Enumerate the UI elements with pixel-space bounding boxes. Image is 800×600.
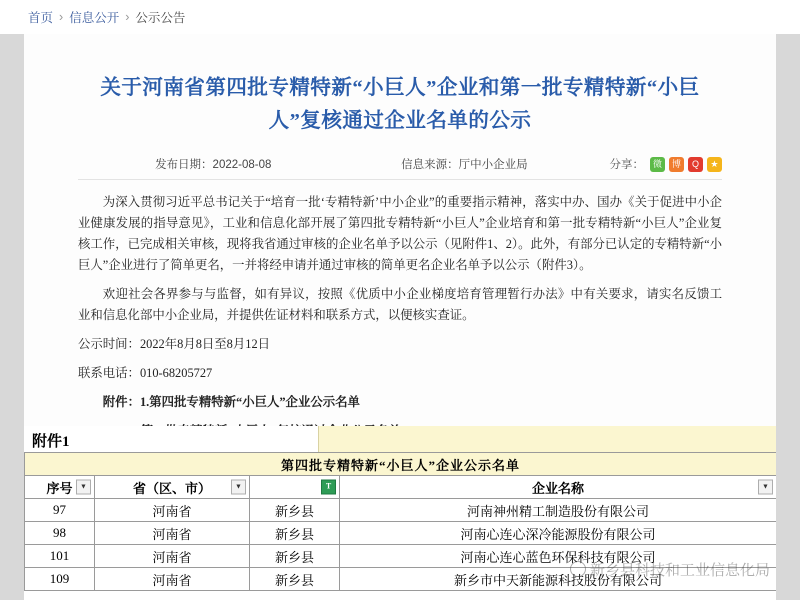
cell-index: 98 — [25, 522, 95, 545]
chevron-down-icon[interactable]: ▼ — [758, 480, 773, 495]
cell-province: 河南省 — [95, 568, 250, 591]
share-group — [580, 156, 722, 172]
table-row[interactable] — [25, 522, 777, 545]
breadcrumb-item-announcement[interactable]: 公示公告 — [135, 11, 186, 25]
column-header-province-label: 省（区、市） — [132, 480, 211, 496]
cell-company-name: 河南神州精工制造股份有限公司 — [340, 499, 777, 522]
table-row[interactable] — [25, 499, 777, 522]
breadcrumb-separator-icon: › — [125, 10, 130, 24]
notice-time: 公示时间：2022年8月8日至8月12日 — [78, 337, 271, 351]
breadcrumb-separator-icon: › — [59, 10, 64, 24]
publish-date: 发布日期：2022-08-08 — [155, 159, 272, 171]
contact-phone: 联系电话：010-68205727 — [78, 366, 213, 380]
wechat-icon[interactable]: 微 — [650, 157, 665, 172]
cell-county: 新乡县 — [250, 499, 340, 522]
attachment-spreadsheet — [24, 426, 776, 600]
cell-company-name: 河南心连心蓝色环保科技有限公司 — [340, 545, 777, 568]
cell-county: 新乡县 — [250, 522, 340, 545]
cell-county: 新乡县 — [250, 568, 340, 591]
cell-province: 河南省 — [95, 499, 250, 522]
share-label: 分享： — [609, 159, 644, 171]
cell-company-name: 新乡市中天新能源科技股份有限公司 — [340, 568, 777, 591]
chevron-down-icon[interactable]: ▼ — [76, 480, 91, 495]
breadcrumb-item-home[interactable]: 首页 — [28, 11, 54, 25]
article-meta — [78, 156, 722, 180]
cell-company-name: 河南心连心深冷能源股份有限公司 — [340, 522, 777, 545]
table-banner: 第四批专精特新“小巨人”企业公示名单 — [25, 453, 777, 476]
information-source: 信息来源：厅中小企业局 — [401, 159, 528, 171]
cell-index: 109 — [25, 568, 95, 591]
cell-province: 河南省 — [95, 522, 250, 545]
column-header-index — [25, 476, 95, 499]
filter-active-icon[interactable]: T — [321, 480, 336, 495]
article-paragraph-2: 欢迎社会各界参与与监督，如有异议，按照《优质中小企业梯度培育管理暂行办法》中有关要求，请实名反馈工业和信息化部中小企业局，并提供佐证材料和联系方式，以便核实查证。 — [78, 287, 722, 322]
breadcrumb — [0, 0, 800, 34]
attachment-label: 附件1 — [32, 434, 70, 450]
watermark-text: 新乡县科技和工业信息化局 — [589, 563, 770, 579]
star-icon[interactable]: ★ — [707, 157, 722, 172]
column-header-company — [340, 476, 777, 499]
column-header-index-label: 序号 — [46, 480, 73, 496]
cell-index: 101 — [25, 545, 95, 568]
cell-index: 97 — [25, 499, 95, 522]
cell-county: 新乡县 — [250, 545, 340, 568]
cell-province: 河南省 — [95, 545, 250, 568]
column-header-county — [250, 476, 340, 499]
article-card — [24, 34, 776, 426]
chevron-down-icon[interactable]: ▼ — [231, 480, 246, 495]
table-header-row — [25, 476, 777, 499]
column-header-company-label: 企业名称 — [532, 480, 585, 496]
column-header-province — [95, 476, 250, 499]
table-row[interactable] — [25, 568, 777, 591]
table-row[interactable] — [25, 545, 777, 568]
page-title: 关于河南省第四批专精特新“小巨人”企业和第一批专精特新“小巨人”复核通过企业名单的公示 — [100, 77, 700, 132]
qzone-icon[interactable]: Q — [688, 157, 703, 172]
company-list-table — [24, 452, 776, 591]
sheet-highlight-strip — [318, 426, 776, 452]
article-paragraph-1: 为深入贯彻习近平总书记关于“培育一批‘专精特新’中小企业”的重要指示精神，落实中办、国办《关于促进中小企业健康发展的指导意见》，工业和信息化部开展了第四批专精特新“小巨人”企业培育和第一批专精特新“小巨人”企业复核工作，已完成相关审核，现将我省通过审核的企业名单予以公示（见附件1、2）。此外，有部分已认定的专精特新“小巨人”企业进行了简单更名，一并将经申请并通过审核的简单更名企业名单予以公示（附件3）。 — [78, 195, 722, 272]
attachment-list-head[interactable]: 附件：1.第四批专精特新“小巨人”企业公示名单 — [102, 395, 360, 409]
table-banner-row — [25, 453, 777, 476]
weibo-icon[interactable]: 博 — [669, 157, 684, 172]
breadcrumb-item-disclosure[interactable]: 信息公开 — [69, 11, 120, 25]
